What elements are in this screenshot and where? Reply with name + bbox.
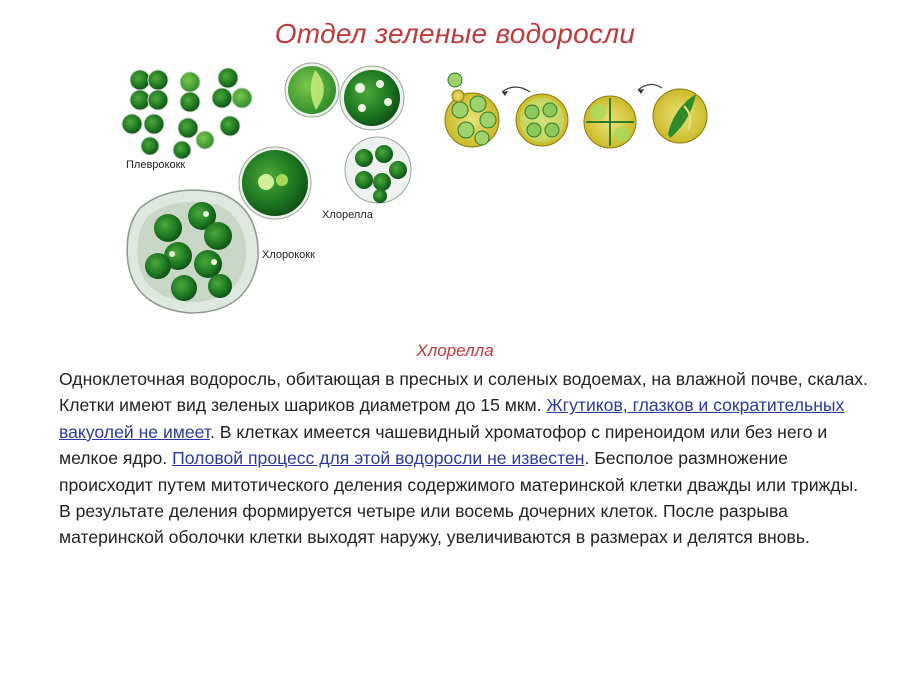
label-chlorella: Хлорелла xyxy=(322,209,373,221)
chlorococcus-cell xyxy=(127,190,258,313)
reproduction-sequence xyxy=(445,73,707,148)
chlorella-division-cell xyxy=(345,137,411,203)
link-no-flagella[interactable]: Жгутиков, глазков и сократительных вакуолей не имеет xyxy=(59,395,845,442)
chlorella-single-cell xyxy=(239,147,311,219)
link-sexual-process[interactable]: Половой процесс для этой водоросли не известен xyxy=(172,448,585,469)
description-part-3: . Бесполое размножение происходит путем митотического деления содержимого материнской клетки дважды или трижды. В результате деления формируется четыре или восемь дочерних клеток. После разрыва материнской оболочки клетки выходят наружу, увеличиваются в размерах и делятся вновь. xyxy=(59,448,859,548)
description-part-1: Одноклеточная водоросль, обитающая в пресных и соленых водоемах, на влажной почве, скалах. Клетки имеют вид зеленых шариков диаметром до 15 мкм. xyxy=(59,369,868,416)
label-pleurococcus: Плеврококк xyxy=(126,159,186,171)
algae-illustration xyxy=(110,58,730,323)
chlorella-cells-top xyxy=(285,63,404,130)
description-paragraph xyxy=(59,366,874,551)
description-part-2: . В клетках имеется чашевидный хроматофор с пиреноидом или без него и мелкое ядро. xyxy=(59,421,828,469)
label-chlorococcus: Хлорококк xyxy=(262,249,315,261)
section-subtitle: Хлорелла xyxy=(416,341,494,360)
algae-drawing xyxy=(110,58,730,323)
pleurococcus-cells xyxy=(122,68,252,159)
page-title: Отдел зеленые водоросли xyxy=(274,18,636,49)
